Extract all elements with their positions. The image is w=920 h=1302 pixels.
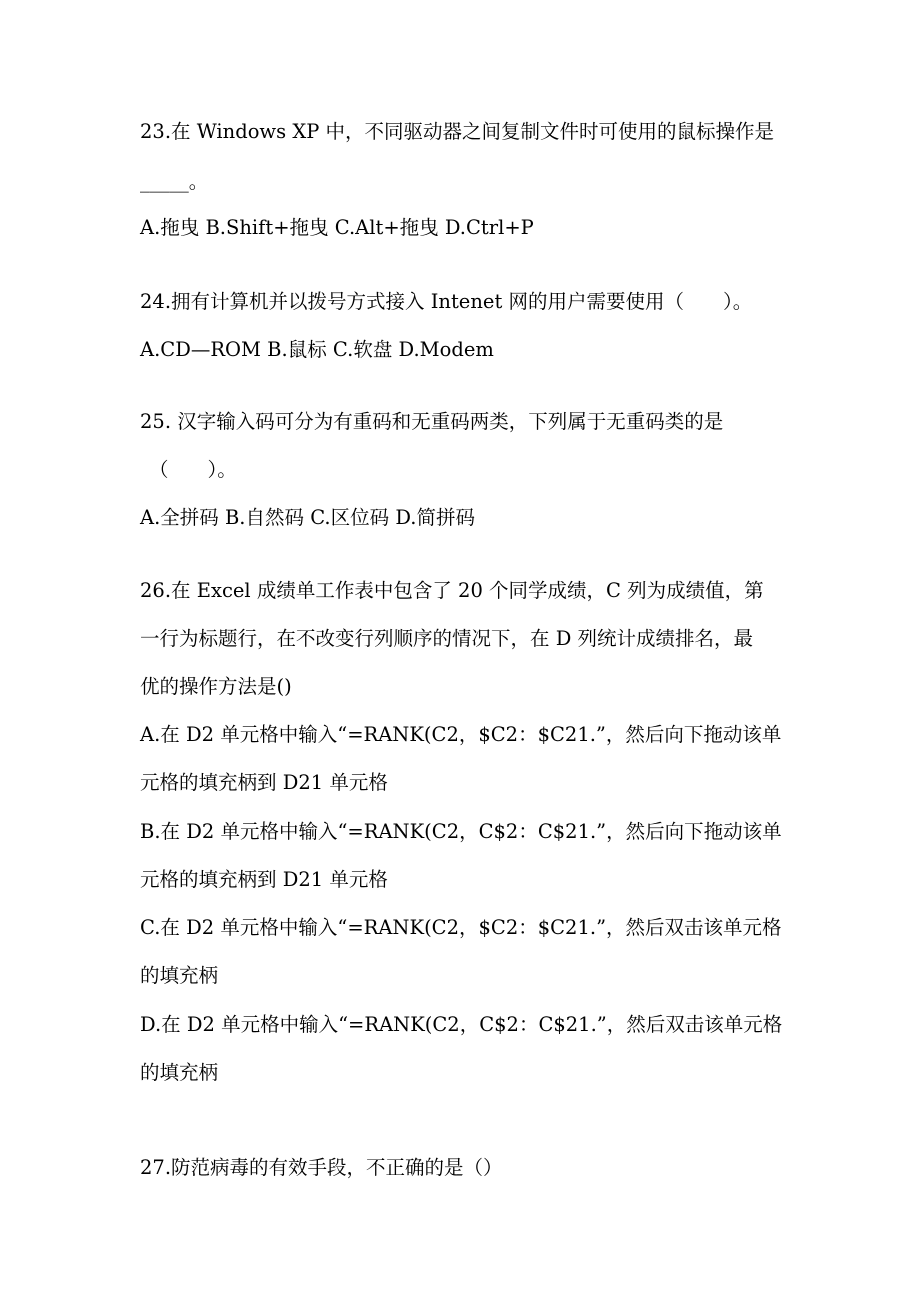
question-26-option-d-cont: 的填充柄	[140, 1061, 219, 1084]
question-26-option-c-cont: 的填充柄	[140, 964, 219, 987]
question-26-option-c: C.在 D2 单元格中输入“=RANK(C2，$C2：$C21.”，然后双击该单元格	[140, 916, 782, 939]
question-26-option-b-cont: 元格的填充柄到 D21 单元格	[140, 868, 388, 891]
question-23-text: 23.在 Windows XP 中，不同驱动器之间复制文件时可使用的鼠标操作是	[140, 120, 775, 143]
question-26-option-a: A.在 D2 单元格中输入“=RANK(C2，$C2：$C21.”，然后向下拖动该单	[140, 723, 782, 746]
question-25-text: 25. 汉字输入码可分为有重码和无重码两类，下列属于无重码类的是	[140, 410, 724, 433]
question-26-text: 26.在 Excel 成绩单工作表中包含了 20 个同学成绩，C 列为成绩值，第	[140, 579, 764, 602]
question-23-blank: _____。	[140, 170, 209, 193]
question-27-text: 27.防范病毒的有效手段，不正确的是（）	[140, 1156, 503, 1179]
question-26-text-cont: 优的操作方法是()	[140, 675, 292, 698]
question-26-option-a-cont: 元格的填充柄到 D21 单元格	[140, 771, 388, 794]
question-26-option-b: B.在 D2 单元格中输入“=RANK(C2，C$2：C$21.”，然后向下拖动该单	[140, 820, 782, 843]
question-24-options: A.CD—ROM B.鼠标 C.软盘 D.Modem	[140, 338, 494, 361]
question-26-text-cont: 一行为标题行，在不改变行列顺序的情况下，在 D 列统计成绩排名，最	[140, 627, 754, 650]
question-26-option-d: D.在 D2 单元格中输入“=RANK(C2，C$2：C$21.”，然后双击该单元格	[140, 1013, 783, 1036]
question-23-options: A.拖曳 B.Shift+拖曳 C.Alt+拖曳 D.Ctrl+P	[140, 216, 534, 239]
question-25-options: A.全拼码 B.自然码 C.区位码 D.简拼码	[140, 506, 475, 529]
question-24-text: 24.拥有计算机并以拨号方式接入 Intenet 网的用户需要使用（ ）。	[140, 290, 753, 313]
question-25-text-cont: （ ）。	[149, 458, 237, 481]
